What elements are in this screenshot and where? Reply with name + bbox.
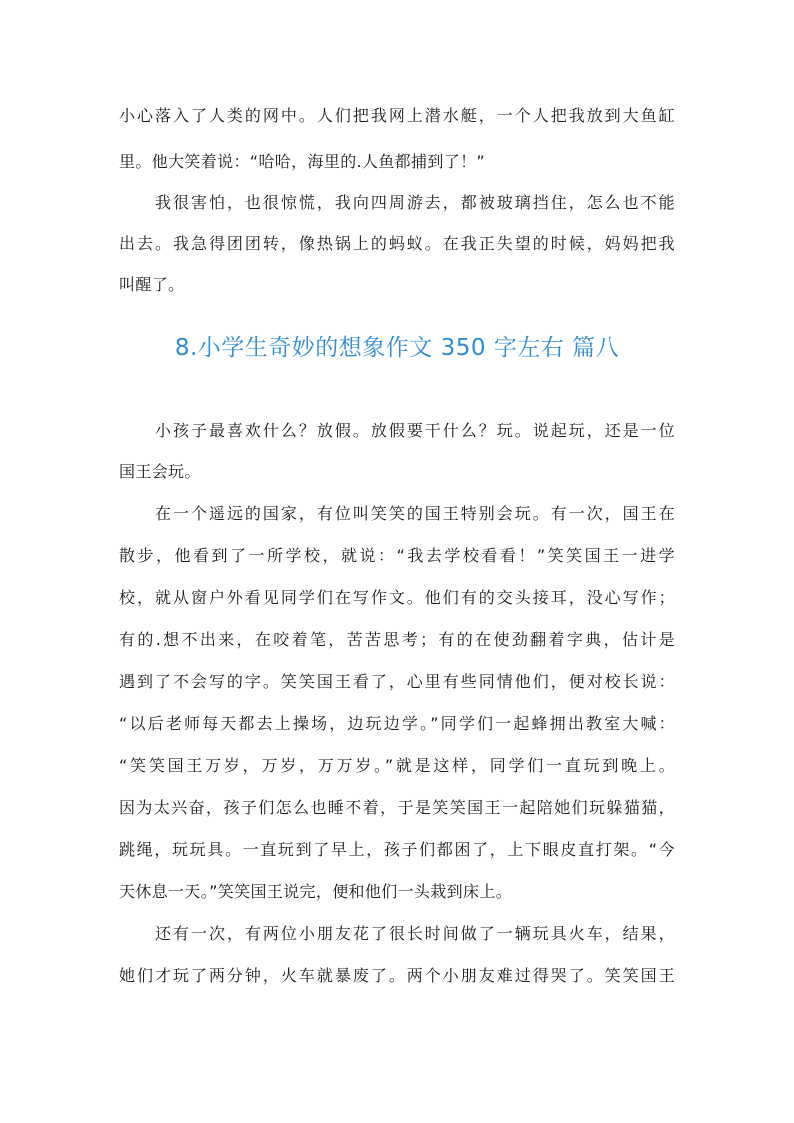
- paragraph-line: 校，就从窗户外看见同学们在写作文。他们有的交头接耳，没心写作；: [119, 588, 675, 607]
- section-heading: 8.小学生奇妙的想象作文 350 字左右 篇八: [174, 335, 620, 361]
- paragraph-line: “以后老师每天都去上操场，边玩边学。”同学们一起蜂拥出教室大喊：: [119, 714, 675, 733]
- paragraph-line: 因为太兴奋，孩子们怎么也睡不着，于是笑笑国王一起陪她们玩躲猫猫，: [119, 798, 675, 817]
- paragraph-line: 国王会玩。: [119, 462, 201, 481]
- paragraph-line: 跳绳，玩玩具。一直玩到了早上，孩子们都困了，上下眼皮直打架。“今: [119, 840, 675, 859]
- paragraph-line: 有的.想不出来，在咬着笔，苦苦思考；有的在使劲翻着字典，估计是: [119, 630, 675, 649]
- paragraph-line: 在一个遥远的国家，有位叫笑笑的国王特别会玩。有一次，国王在: [155, 504, 675, 523]
- paragraph-line: 散步，他看到了一所学校，就说：“我去学校看看！”笑笑国王一进学: [119, 546, 675, 565]
- paragraph-line: “笑笑国王万岁，万岁，万万岁。”就是这样，同学们一直玩到晚上。: [119, 756, 675, 775]
- paragraph-line: 里。他大笑着说：“哈哈，海里的.人鱼都捕到了！”: [119, 152, 486, 171]
- paragraph-line: 天休息一天。”笑笑国王说完，便和他们一头栽到床上。: [119, 882, 513, 901]
- paragraph-line: 还有一次，有两位小朋友花了很长时间做了一辆玩具火车，结果，: [155, 924, 675, 943]
- paragraph-line: 我很害怕，也很惊慌，我向四周游去，都被玻璃挡住，怎么也不能: [155, 193, 675, 212]
- paragraph-line: 小心落入了人类的网中。人们把我网上潜水艇，一个人把我放到大鱼缸: [119, 106, 675, 125]
- paragraph-line: 出去。我急得团团转，像热锅上的蚂蚁。在我正失望的时候，妈妈把我: [119, 234, 675, 253]
- paragraph-line: 叫醒了。: [119, 275, 185, 294]
- paragraph-line: 遇到了不会写的字。笑笑国王看了，心里有些同情他们，便对校长说：: [119, 672, 675, 691]
- paragraph-line: 小孩子最喜欢什么？放假。放假要干什么？玩。说起玩，还是一位: [155, 421, 675, 440]
- paragraph-line: 她们才玩了两分钟，火车就暴废了。两个小朋友难过得哭了。笑笑国王: [119, 966, 675, 985]
